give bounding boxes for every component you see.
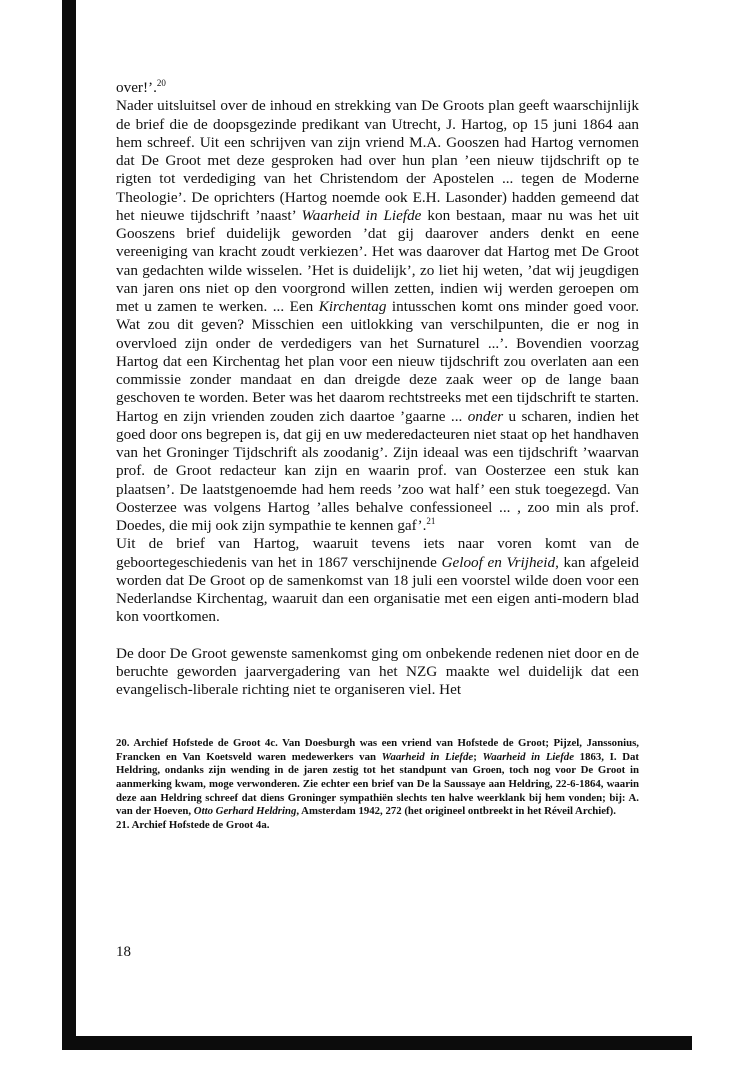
body-text xyxy=(116,79,639,699)
text-run: , Amsterdam 1942, 272 (het origineel ontbreekt in het Réveil Archief). xyxy=(296,805,616,818)
page-number: 18 xyxy=(116,944,131,960)
italic-title: Geloof en Vrijheid xyxy=(441,553,556,571)
text-run: u scharen, indien het goed door ons begrepen is, dat gij en uw mederedacteuren niet staat op het handhaven van het Groninger Tijdschrift als zoodanig’. Zijn ideaal was een tijdschrift ’waarvan prof. de Groot redacteur kan zijn en waarin prof. van Oosterzee een stuk kan plaatsen’. De laatstgenoemde had hem reeds ’zoo wat half’ een stuk toegezegd. Van Oosterzee was volgens Hartog ’alles behalve confessioneel ... , zoo min als prof. Doedes, die mij ook zijn sympathie te kennen gaf’. xyxy=(116,407,639,534)
text-run: ; xyxy=(473,750,483,763)
italic-title: Kirchentag xyxy=(318,298,387,315)
footnote-ref: 20 xyxy=(156,78,166,88)
text-run: Nader uitsluitsel over de inhoud en strekking van De Groots plan geeft waarschijnlijk de brief die de doopsgezinde predikant van Utrecht, J. Hartog, op 15 juni 1864 aan hem schreef. Uit een schrijven van zijn vriend M.A. Gooszen had Hartog vernomen dat De Groot met deze gesproken had over hun plan ’een nieuw tijdschrift op te rigten tot verdediging van het Christendom der Apostelen ... tegen de Moderne Theologie’. De oprichters (Hartog noemde ook E.H. Lasonder) hadden gemeend dat het nieuwe tijdschrift ’naast’ xyxy=(116,97,639,224)
text-run: 20. Archief Hofstede de Groot 4c. Van Doesburgh was een vriend van Hofstede de Groot; Pijzel, Janssonius, Francken en Van Koetsveld waren medewerkers van xyxy=(116,737,639,763)
footnote-21 xyxy=(116,819,639,833)
page-content xyxy=(116,79,639,832)
footnote-ref: 21 xyxy=(426,516,436,526)
italic-title: Waarheid in Liefde xyxy=(301,206,422,224)
text-run: 21. Archief Hofstede de Groot 4a. xyxy=(116,818,270,831)
paragraph-continuation xyxy=(116,79,639,97)
text-run: kon bestaan, maar nu was het uit Gooszens brief duidelijk geworden ’dat gij daarover anders denkt en eene vereeniging van kracht zoudt verkiezen’. Het was daarover dat Hartog met De Groot van gedachten wilde wisselen. ’Het is duidelijk’, zo liet hij weten, ’dat wij jeugdigen van jaren ons niet op den voorgrond willen zetten, indien wij werden geroepen om met u zamen te werken. ... Een xyxy=(116,206,639,315)
text-run: , kan afgeleid worden dat De Groot op de samenkomst van 18 juli een voorstel wilde doen voor een Nederlandse Kirchentag, waaruit dan een organisatie met een eigen anti-modern blad kon voortkomen. xyxy=(116,553,639,626)
scan-border-left xyxy=(62,0,76,1050)
text-run: intusschen komt ons minder goed voor. Wat zou dit geven? Misschien een uitlokking van verschilpunten, die er nog in overvloed zijn onder de verdedigers van het Surnaturel ...’. Bovendien voorzag Hartog dat een Kirchentag het plan voor een nieuw tijdschrift zou overlaten aan een commissie zonder mandaat en dan dreigde deze zaak weer op de lange baan geschoven te worden. Beter was het daarom rechtstreeks met een tijdschrift te starten. Hartog en zijn vrienden zouden zich daartoe ’gaarne ... xyxy=(116,298,640,425)
text-run: De door De Groot gewenste samenkomst ging om onbekende redenen niet door en de beruchte geworden jaarvergadering van het NZG maakte wel duidelijk dat een evangelisch-liberale richting niet te organiseren viel. Het xyxy=(116,644,639,698)
footnotes xyxy=(116,737,639,832)
paragraph-samenkomst xyxy=(116,645,639,700)
italic-title: Waarheid in Liefde xyxy=(381,750,474,763)
italic-title: Otto Gerhard Heldring xyxy=(193,805,297,818)
text-run: over!’. xyxy=(116,79,157,96)
italic-title: Waarheid in Liefde xyxy=(482,750,574,763)
italic-title: onder xyxy=(467,407,504,425)
paragraph-brief-conclusion xyxy=(116,535,639,626)
footnote-20 xyxy=(116,737,639,819)
text-run: 1863, I. Dat Heldring, ondanks zijn wending in de jaren zestig tot het standpunt van Groen, toch nog voor De Groot in aanmerking kwam, moge verwonderen. Zie echter een brief van De la Saussaye aan Heldring, 22-6-1864, waarin deze aan Heldring schreef dat diens Groninger sympathiën slechts ten halve weerklank bij hem vonden; bij: A. van der Hoeven, xyxy=(116,750,640,818)
paragraph-hartog-letter xyxy=(116,97,639,535)
scan-border-bottom xyxy=(62,1036,692,1050)
text-run: Uit de brief van Hartog, waaruit tevens iets naar voren komt van de geboortegeschiedenis van het in 1867 verschijnende xyxy=(116,535,639,571)
